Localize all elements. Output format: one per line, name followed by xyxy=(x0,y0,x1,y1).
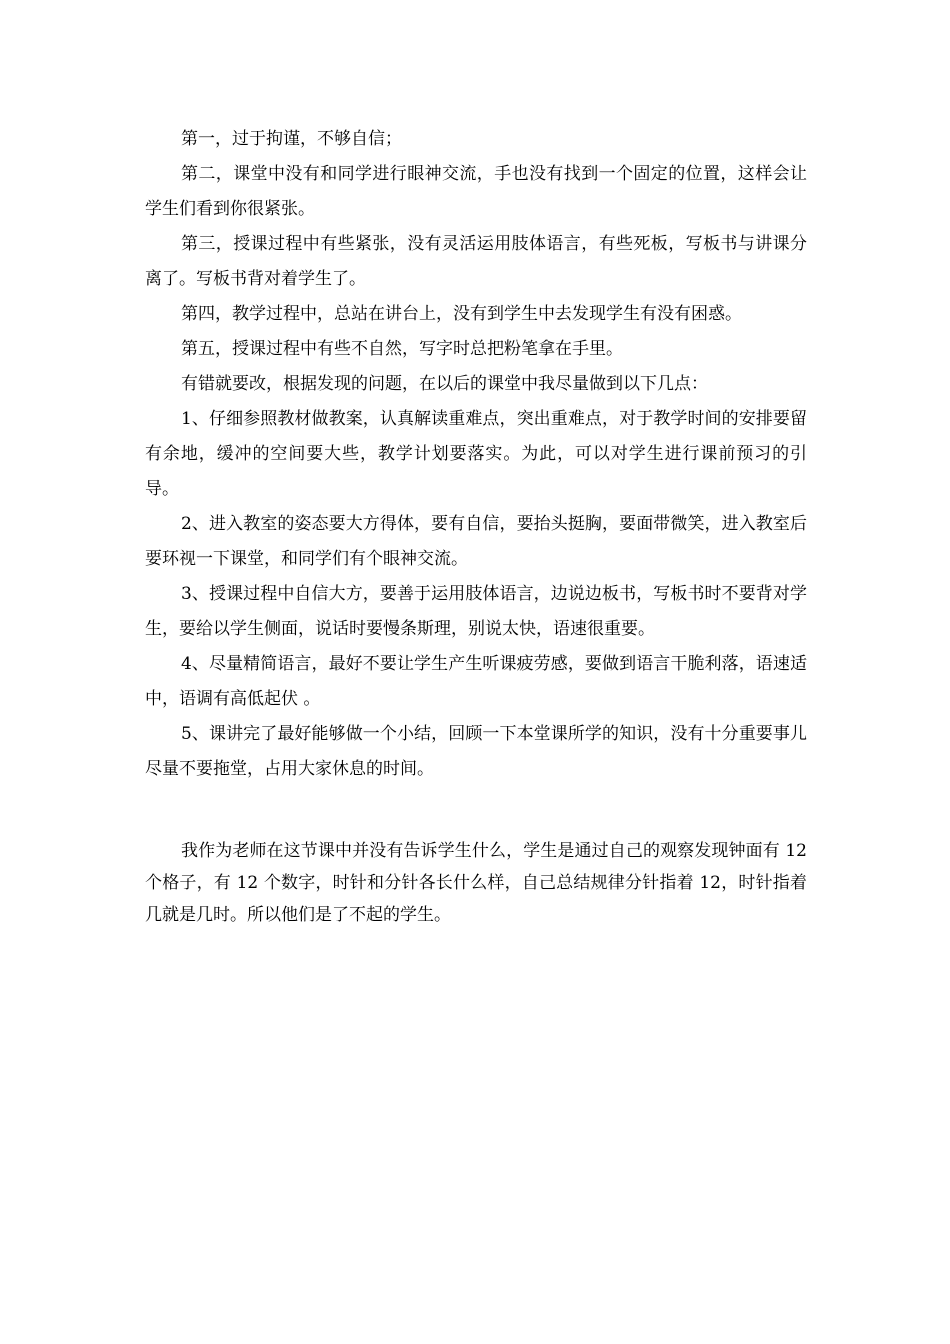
document-body xyxy=(145,122,807,931)
improvement-item-1: 1、仔细参照教材做教案，认真解读重难点，突出重难点，对于教学时间的安排要留有余地，缓冲的空间要大些，教学计划要落实。为此，可以对学生进行课前预习的引导。 xyxy=(145,409,807,499)
improvements-intro: 有错就要改，根据发现的问题，在以后的课堂中我尽量做到以下几点： xyxy=(181,374,708,394)
problem-2: 第二，课堂中没有和同学进行眼神交流，手也没有找到一个固定的位置，这样会让学生们看到你很紧张。 xyxy=(145,164,807,219)
problems-section xyxy=(145,122,807,367)
improvement-item-2: 2、进入教室的姿态要大方得体，要有自信，要抬头挺胸，要面带微笑，进入教室后要环视一下课堂，和同学们有个眼神交流。 xyxy=(145,514,807,569)
problem-4: 第四，教学过程中，总站在讲台上，没有到学生中去发现学生有没有困惑。 xyxy=(181,304,742,324)
reflection-paragraph: 我作为老师在这节课中并没有告诉学生什么，学生是通过自己的观察发现钟面有 12 个格子，有 12 个数字，时针和分针各长什么样，自己总结规律分针指着 12，时针指着几就是几时。所以他们是了不起的学生。 xyxy=(145,841,807,925)
problem-1: 第一，过于拘谨，不够自信； xyxy=(181,129,402,149)
problem-3: 第三，授课过程中有些紧张，没有灵活运用肢体语言，有些死板，写板书与讲课分离了。写板书背对着学生了。 xyxy=(145,234,807,289)
section-spacer xyxy=(145,787,807,835)
problem-5: 第五，授课过程中有些不自然，写字时总把粉笔拿在手里。 xyxy=(181,339,623,359)
improvement-item-3: 3、授课过程中自信大方，要善于运用肢体语言，边说边板书，写板书时不要背对学生，要给以学生侧面，说话时要慢条斯理，别说太快，语速很重要。 xyxy=(145,584,807,639)
improvement-item-4: 4、尽量精简语言，最好不要让学生产生听课疲劳感，要做到语言干脆利落，语速适中，语调有高低起伏 。 xyxy=(145,654,807,709)
improvements-section xyxy=(145,367,807,787)
reflection-section xyxy=(145,835,807,931)
improvement-item-5: 5、课讲完了最好能够做一个小结，回顾一下本堂课所学的知识，没有十分重要事儿尽量不要拖堂，占用大家休息的时间。 xyxy=(145,724,807,779)
